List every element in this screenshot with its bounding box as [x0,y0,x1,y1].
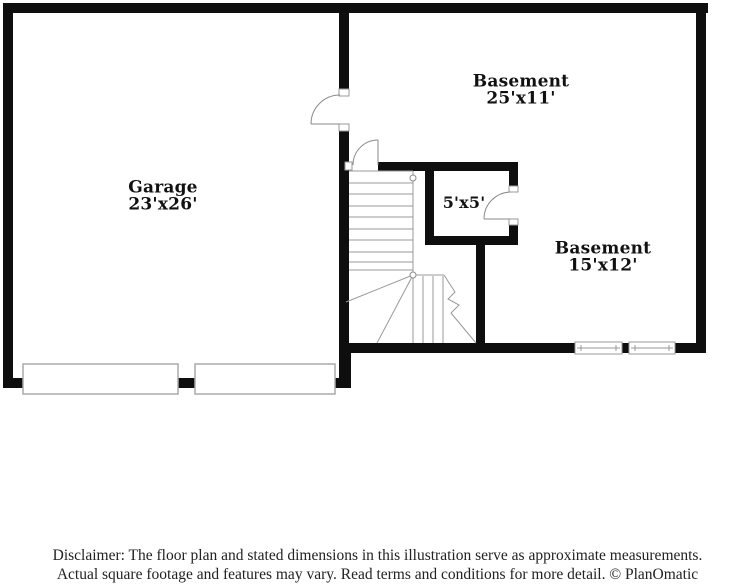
disclaimer-line-1: Disclaimer: The floor plan and stated dimensions in this illustration serve as approximate measurements. [52,547,703,564]
walls [3,3,708,388]
room-dims: 15'x12' [568,255,638,275]
wall-garage-right-upper [339,3,349,89]
wall-right [696,3,706,353]
jamb [339,89,349,96]
jamb [345,162,352,170]
door-swing-closet [484,192,511,219]
jamb [509,186,518,192]
jamb [509,219,518,225]
wall-stair-divider [476,245,485,346]
wall-left [3,3,13,388]
garage-door-symbol [23,364,178,394]
room-name: Garage [128,177,198,198]
disclaimer [0,546,755,584]
room-label-garage [128,177,198,214]
newel-post [410,272,416,278]
garage-door-symbol [195,364,335,394]
window-symbol [575,342,622,354]
wall-closet-bottom [425,236,518,245]
disclaimer-line-2: Actual square footage and features may vary. Read terms and conditions for more detail. © PlanOmatic [56,566,699,583]
room-name: Basement [554,238,652,259]
stair-break-line [444,275,476,343]
window-symbol [629,342,675,354]
wall-closet-right-lower [509,225,518,245]
wall-closet-right-upper [509,162,518,186]
room-dims: 25'x11' [486,88,556,108]
room-dims: 23'x26' [128,194,198,214]
jamb [339,124,349,131]
wall-top [3,3,708,13]
wall-stair-top [378,162,518,171]
room-name: Basement [472,71,570,92]
room-label-basement-upper [472,71,570,108]
wall-closet-left [425,162,434,245]
door-swing-stairs [353,140,378,165]
room-dims: 5'x5' [442,192,486,212]
newel-post [410,175,416,181]
room-label-closet [442,192,486,212]
door-swing-garage [311,95,340,124]
room-label-basement-right [554,238,652,275]
